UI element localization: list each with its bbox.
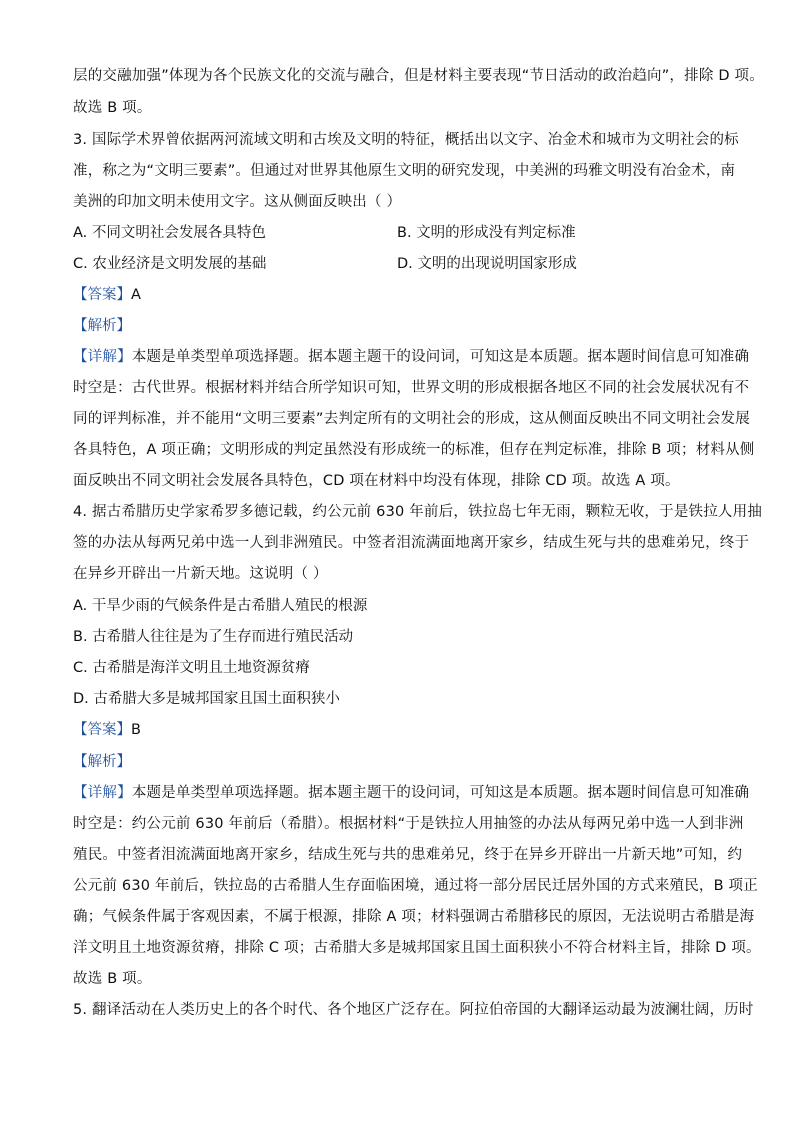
question-stem-line: 美洲的印加文明未使用文字。这从侧面反映出（ ） bbox=[73, 194, 402, 210]
question-stem-line: 3. 国际学术界曾依据两河流域文明和古埃及文明的特征，概括出以文字、冶金术和城市为文明社会的标 bbox=[73, 132, 739, 148]
detail-label: 【详解】 bbox=[73, 349, 132, 365]
question-stem-line: 5. 翻译活动在人类历史上的各个时代、各个地区广泛存在。阿拉伯帝国的大翻译运动最为波澜壮阔，历时 bbox=[73, 1002, 754, 1018]
detail-line bbox=[73, 783, 750, 803]
detail-line: 同的评判标准，并不能用“文明三要素”去判定所有的文明社会的形成，这从侧面反映出不同文明社会发展 bbox=[73, 411, 750, 427]
option-a: A. 不同文明社会发展各具特色 bbox=[73, 225, 266, 241]
continuation-line: 层的交融加强”体现为各个民族文化的交流与融合，但是材料主要表现“节日活动的政治趋向”，排除 D 项。 bbox=[73, 68, 764, 84]
option-b: B. 古希腊人往往是为了生存而进行殖民活动 bbox=[73, 629, 354, 645]
question-stem-line: 4. 据古希腊历史学家希罗多德记载，约公元前 630 年前后，铁拉岛七年无雨，颗粒无收，于是铁拉人用抽 bbox=[73, 504, 763, 520]
option-b: B. 文明的形成没有判定标准 bbox=[397, 225, 576, 241]
detail-line: 时空是：古代世界。根据材料并结合所学知识可知，世界文明的形成根据各地区不同的社会发展状况有不 bbox=[73, 380, 750, 396]
question-stem-line: 准，称之为“文明三要素”。但通过对世界其他原生文明的研究发现，中美洲的玛雅文明没有冶金术，南 bbox=[73, 163, 736, 179]
option-a: A. 干旱少雨的气候条件是古希腊人殖民的根源 bbox=[73, 598, 368, 614]
detail-text: 本题是单类型单项选择题。据本题主题干的设问词，可知这是本质题。据本题时间信息可知准确 bbox=[131, 349, 750, 365]
answer-label: 【答案】 bbox=[73, 287, 131, 303]
detail-line: 洋文明且土地资源贫瘠，排除 C 项；古希腊大多是城邦国家且国土面积狭小不符合材料主旨，排除 D 项。 bbox=[73, 940, 761, 956]
detail-line: 确；气候条件属于客观因素，不属于根源，排除 A 项；材料强调古希腊移民的原因，无法说明古希腊是海 bbox=[73, 909, 755, 925]
detail-line: 殖民。中签者泪流满面地离开家乡，结成生死与共的患难弟兄，终于在异乡开辟出一片新天地”可知，约 bbox=[73, 847, 743, 863]
answer-value: B bbox=[131, 722, 141, 738]
detail-line bbox=[73, 347, 750, 367]
question-stem-line: 签的办法从每两兄弟中选一人到非洲殖民。中签者泪流满面地离开家乡，结成生死与共的患难弟兄，终于 bbox=[73, 535, 750, 551]
analysis-label: 【解析】 bbox=[73, 754, 131, 770]
answer-row bbox=[73, 285, 141, 305]
continuation-line: 故选 B 项。 bbox=[73, 100, 152, 116]
detail-line: 时空是：约公元前 630 年前后（希腊）。根据材料“于是铁拉人用抽签的办法从每两兄弟中选一人到非洲 bbox=[73, 816, 744, 832]
detail-line: 各具特色，A 项正确；文明形成的判定虽然没有形成统一的标准，但存在判定标准，排除 B 项；材料从侧 bbox=[73, 442, 755, 458]
answer-row bbox=[73, 720, 141, 740]
detail-line: 故选 B 项。 bbox=[73, 971, 152, 987]
analysis-label: 【解析】 bbox=[73, 318, 131, 334]
option-c: C. 农业经济是文明发展的基础 bbox=[73, 256, 267, 272]
detail-line: 面反映出不同文明社会发展各具特色，CD 项在材料中均没有体现，排除 CD 项。故选 A 项。 bbox=[73, 473, 680, 489]
answer-value: A bbox=[131, 287, 141, 303]
detail-line: 公元前 630 年前后，铁拉岛的古希腊人生存面临困境，通过将一部分居民迁居外国的方式来殖民，B 项正 bbox=[73, 878, 758, 894]
detail-label: 【详解】 bbox=[73, 785, 132, 801]
answer-label: 【答案】 bbox=[73, 722, 131, 738]
option-d: D. 古希腊大多是城邦国家且国土面积狭小 bbox=[73, 691, 340, 707]
question-stem-line: 在异乡开辟出一片新天地。这说明（ ） bbox=[73, 566, 328, 582]
option-d: D. 文明的出现说明国家形成 bbox=[397, 256, 577, 272]
detail-text: 本题是单类型单项选择题。据本题主题干的设问词，可知这是本质题。据本题时间信息可知准确 bbox=[131, 785, 750, 801]
option-c: C. 古希腊是海洋文明且土地资源贫瘠 bbox=[73, 660, 310, 676]
